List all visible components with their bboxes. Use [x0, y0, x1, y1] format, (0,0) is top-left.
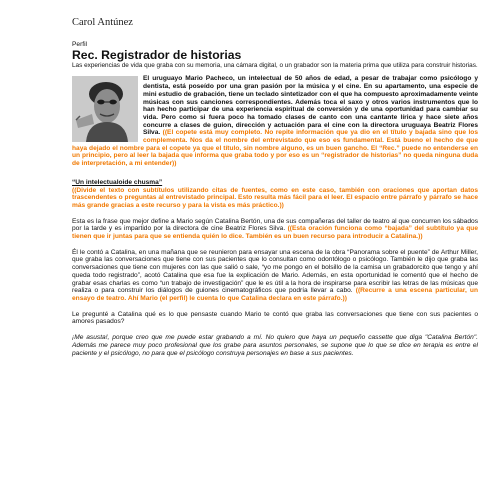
article-kicker: Perfil [72, 41, 88, 48]
paragraph-2-text: Él le contó a Catalina, en una mañana que se reunieron para ensayar una escena de la obra “Panorama sobre el puente” de Arthur Miller, que graba las conversaciones que tiene con sus pacientes que lo consultan como odontólogo o psicólogo. También le dijo que graba las conversaciones que tiene con mujeres con las que salió o sale, “yo me pongo en el bolsillo de la camisa un grabadorcito que tengo y ahí queda todo registrado”, acotó Catalina que esa fue la explicación de Mario. Además, en esta oportunidad le comentó que el hecho de grabar esas charlas es como “un trabajo de investigación” que le es útil a la hora de inspirarse para escribir las letras de las músicas que realiza o para construir los diálogos de guiones cinematográficos que podría llevar a cabo. [72, 248, 478, 295]
editor-note-p2: ((Recurre a una escena particular, un ensayo de teatro. Ahí Mario (el perfil) le cuenta lo que Catalina declara en este párrafo.)) [72, 287, 478, 302]
editor-note-p1: ((Esta oración funciona como “bajada” del subtítulo ya que tienen que ir juntas para que se entienda quién lo dice. También es un buen recurso para introducir a Catalina.)) [72, 225, 478, 241]
article-standfirst: Las experiencias de vida que graba con su memoria, una cámara digital, o un grabador son la materia prima que utiliza para construir historias. [72, 62, 478, 69]
header-author: Carol Antúnez [72, 17, 133, 28]
article [72, 41, 478, 357]
editor-note-subhead: ((Divide el texto con subtítulos utilizando citas de fuentes, como en este caso, también con oraciones que aportan datos trascendentes o preguntas al entrevistado principal. Esto resulta más fácil para el leer. El espacio entre párrafo y párrafo se hace más grande gracias a este recurso y para la vista es más práctico.)) [72, 186, 478, 209]
portrait-photo [72, 76, 138, 142]
paragraph-1 [72, 218, 478, 241]
paragraph-4-quote: ¡Me asusta!, porque creo que me puede estar grabando a mí. No quiero que haya un pequeño cassette que diga "Catalina Bertón". Además me parece muy poco profesional que los grabe para asuntos personales, se supone que lo que se dice en terapia es entre el paciente y el psicólogo, no para que el psicólogo construya personajes en base a sus pacientes. [72, 334, 478, 357]
lead-text: El uruguayo Mario Pacheco, un intelectual de 50 años de edad, a pesar de trabajar como psicólogo y dentista, está poseído por una gran pasión por la música y el cine. En su apartamento, una especie de mini estudio de grabación, tiene un teclado sintetizador con el que ha compuesto aproximadamente veinte músicas con sus canciones correspondientes. Además toca el saxo y otros varios instrumentos que lo han hecho participar de una experiencia espiritual de conversión y de una oportunidad para cambiar su vida. Pero como si fuera poco ha tomado clases de canto con una cantante lírica y hace siete años concurre a clases de guion, dirección y actuación para el cine con la directora uruguaya Beatriz Flores Silva. [143, 75, 478, 137]
subheading: “Un intelectualoide chusma” [72, 178, 163, 186]
paragraph-1-text: Esta es la frase que mejor define a Mario según Catalina Bertón, una de sus compañeras del taller de teatro al que concurren los sábados por la tarde y es impartido por la directora de cine Beatriz Flores Silva. [72, 217, 478, 233]
article-headline: Rec. Registrador de historias [72, 48, 242, 62]
editor-note-lead: ((El copete está muy completo. No repite información que ya dio en el título y bajada sino que los complementa. Nos da el nombre del entrevistado que eso es fundamental. Está bueno el hecho de que haya dejado el nombre para el copete ya que el título, sin nombre alguno, es un buen gancho. El “Rec.” puede no entenderse en un principio, pero al leer la bajada que informa que graba todo y por eso es un “registrador de historias” no queda ninguna duda de interpretación, a mi entender)) [72, 129, 478, 168]
paragraph-2 [72, 249, 478, 303]
paragraph-3: Le pregunté a Catalina qué es lo que pensaste cuando Mario te contó que graba las conversaciones que tiene con sus pacientes o amores pasados? [72, 310, 478, 326]
